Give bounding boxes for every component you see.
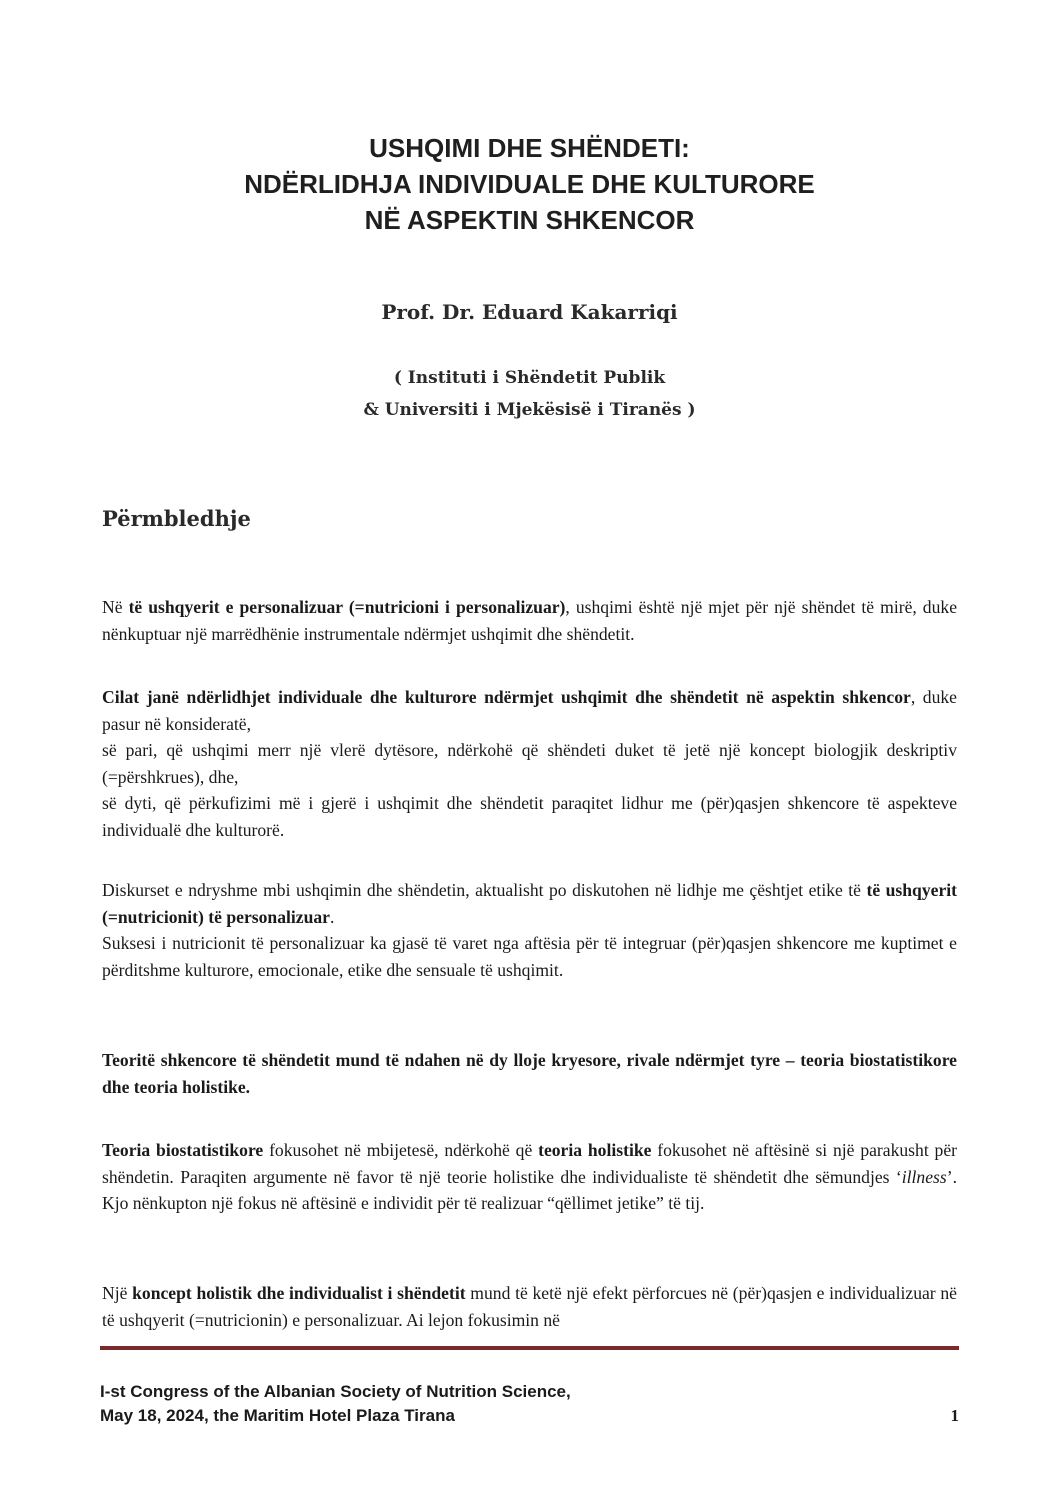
bold-run: teoria holistike — [538, 1140, 652, 1160]
title-line-3: NË ASPEKTIN SHKENCOR — [364, 205, 695, 235]
title-line-1: USHQIMI DHE SHËNDETI: — [369, 133, 690, 163]
page-footer — [100, 1380, 571, 1428]
footer-line-1: I-st Congress of the Albanian Society of Nutrition Science, — [100, 1382, 571, 1401]
author-name: Prof. Dr. Eduard Kakarriqi — [381, 300, 678, 324]
paragraph-4 — [102, 1047, 957, 1100]
paragraph-6 — [102, 1280, 957, 1333]
paragraph-1 — [102, 594, 957, 647]
bold-run: Teoria biostatistikore — [102, 1140, 264, 1160]
affiliation-line-2: & Universiti i Mjekësisë i Tiranës ) — [363, 400, 696, 420]
text-run: Diskurset e ndryshme mbi ushqimin dhe shëndetin, aktualisht po diskutohen në lidhje me çështjet etike të — [102, 880, 867, 900]
bold-run: Teoritë shkencore të shëndetit mund të ndahen në dy lloje kryesore, rivale ndërmjet tyre – teoria biostatistikore dhe teoria holistike. — [102, 1050, 957, 1097]
text-line: Suksesi i nutricionit të personalizuar ka gjasë të varet nga aftësia për të integruar (për)qasjen shkencore me kuptimet e përditshme kulturore, emocionale, etike dhe sensuale të ushqimit. — [102, 933, 957, 980]
text-run: ’. Kjo nënkupton një fokus në aftësinë e individit për të realizuar “qëllimet jetike” të tij. — [102, 1166, 957, 1213]
italic-run: illness — [901, 1166, 947, 1187]
paragraph-2 — [102, 684, 957, 843]
text-run: Një — [102, 1283, 133, 1303]
paragraph-3 — [102, 877, 957, 983]
paragraph-5 — [102, 1137, 957, 1217]
bold-run: të ushqyerit (=nutricionit) të personalizuar — [102, 880, 957, 927]
section-heading: Përmbledhje — [102, 506, 251, 531]
text-run: , ushqimi është një mjet për një shëndet të mirë, duke nënkuptuar një marrëdhënie instrumentale ndërmjet ushqimit dhe shëndetit. — [102, 597, 958, 644]
bold-run: Cilat janë ndërlidhjet individuale dhe kulturore ndërmjet ushqimit dhe shëndetit në aspektin shkencor — [102, 687, 911, 707]
affiliation-line-1: ( Instituti i Shëndetit Publik — [393, 368, 666, 388]
text-run: fokusohet në aftësinë si një parakusht për shëndetin. Paraqiten argumente në favor të një teorie holistike dhe individualiste të shëndetit dhe sëmundjes ‘ — [102, 1140, 958, 1187]
footer-line-2: May 18, 2024, the Maritim Hotel Plaza Tirana — [100, 1406, 455, 1425]
text-line: së pari, që ushqimi merr një vlerë dytësore, ndërkohë që shëndeti duket të jetë një koncept biologjik deskriptiv (=përshkrues), dhe, — [102, 740, 957, 787]
text-run: . — [329, 906, 335, 927]
text-run: mund të ketë një efekt përforcues në (për)qasjen e individualizuar në të ushqyerit (=nutricionin) e personalizuar. Ai lejon fokusimin në — [102, 1283, 957, 1330]
paper-title — [100, 130, 959, 238]
text-run: Në — [102, 597, 129, 617]
author-affiliation — [100, 362, 959, 426]
bold-run: të ushqyerit e personalizuar (=nutricioni i personalizuar) — [128, 597, 566, 617]
title-line-2: NDËRLIDHJA INDIVIDUALE DHE KULTURORE — [244, 169, 815, 199]
footer-divider — [100, 1346, 959, 1350]
page-number: 1 — [950, 1406, 959, 1425]
bold-run: koncept holistik dhe individualist i shëndetit — [132, 1283, 466, 1303]
text-line: së dyti, që përkufizimi më i gjerë i ushqimit dhe shëndetit paraqitet lidhur me (për)qasjen shkencore të aspekteve individualë dhe kulturorë. — [102, 793, 957, 840]
text-run: , duke pasur në konsideratë, — [102, 687, 957, 734]
text-run: fokusohet në mbijetesë, ndërkohë që — [263, 1140, 539, 1160]
